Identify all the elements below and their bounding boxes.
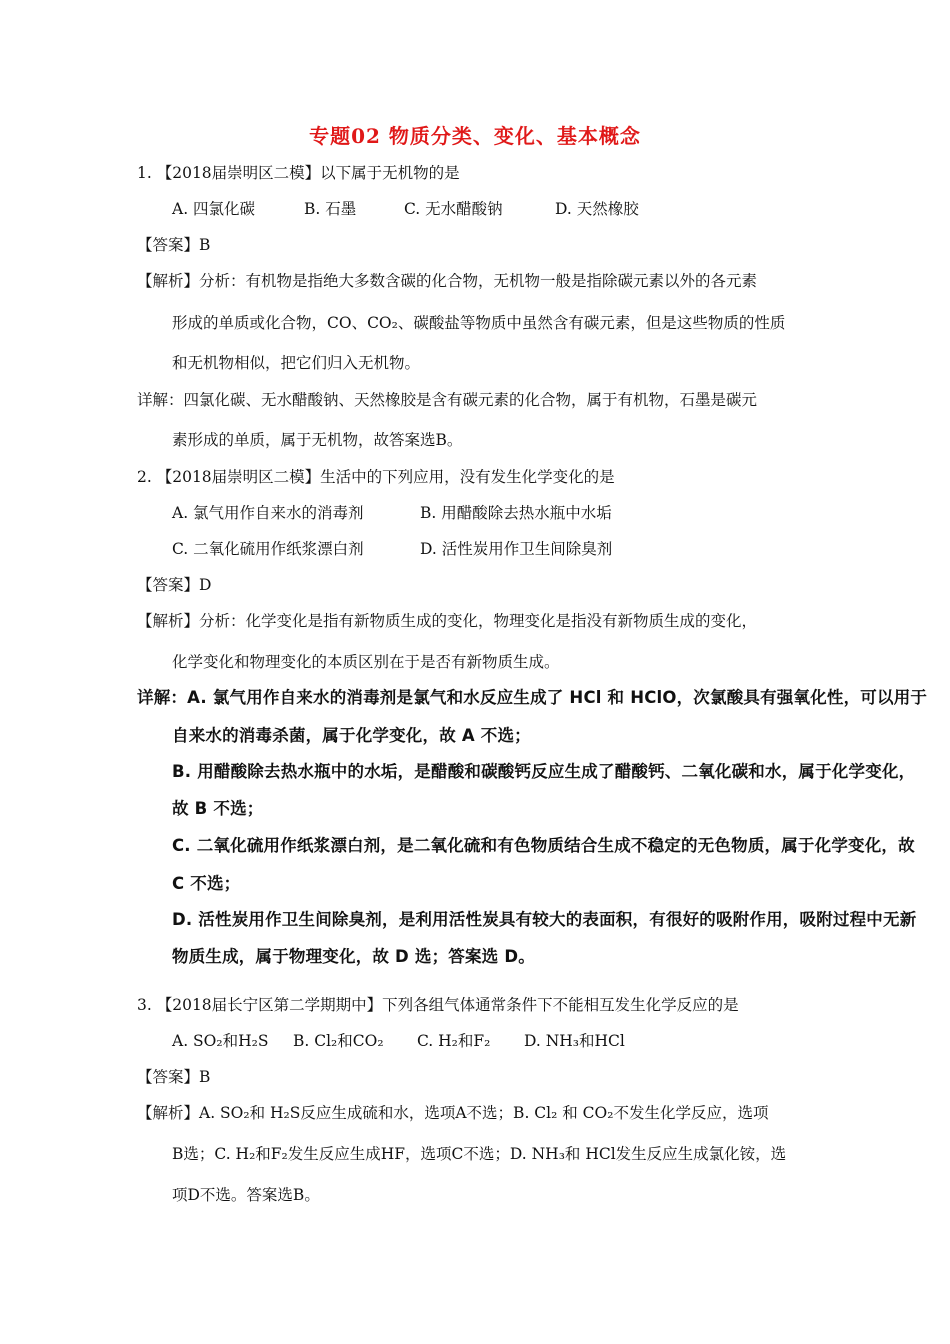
question-1-analysis-line: 和无机物相似，把它们归入无机物。 — [172, 354, 421, 372]
page-title: 专题02 物质分类、变化、基本概念 — [309, 124, 641, 148]
question-2-option-d: D. 活性炭用作卫生间除臭剂 — [420, 540, 613, 558]
question-2-detail-line: C. 二氧化硫用作纸浆漂白剂，是二氧化硫和有色物质结合生成不稳定的无色物质，属于化学变化，故 — [172, 836, 915, 855]
question-1-option-d: D. 天然橡胶 — [555, 200, 639, 218]
question-3-option-b: B. Cl₂和CO₂ — [293, 1032, 384, 1050]
question-1-answer: 【答案】B — [137, 236, 211, 254]
question-3-analysis-line: 项D不选。答案选B。 — [172, 1186, 320, 1204]
question-3-analysis-line: B选；C. H₂和F₂发生反应生成HF，选项C不选；D. NH₃和 HCl发生反应生成氯化铵，选 — [172, 1145, 787, 1163]
question-2-detail-line: D. 活性炭用作卫生间除臭剂，是利用活性炭具有较大的表面积，有很好的吸附作用，吸附过程中无新 — [172, 910, 917, 929]
question-2-option-b: B. 用醋酸除去热水瓶中水垢 — [420, 504, 612, 522]
question-1-option-c: C. 无水醋酸钠 — [404, 200, 503, 218]
question-1-option-a: A. 四氯化碳 — [172, 200, 256, 218]
question-2-analysis-line: 【解析】分析：化学变化是指有新物质生成的变化，物理变化是指没有新物质生成的变化， — [137, 612, 758, 630]
question-2-answer: 【答案】D — [137, 576, 212, 594]
question-3-answer: 【答案】B — [137, 1068, 211, 1086]
question-1-detail-line: 素形成的单质，属于无机物，故答案选B。 — [172, 431, 463, 449]
question-1-option-b: B. 石墨 — [304, 200, 357, 218]
question-2-detail-line: 详解：A. 氯气用作自来水的消毒剂是氯气和水反应生成了 HCl 和 HClO，次氯酸具有强氧化性，可以用于 — [137, 688, 928, 707]
question-3-analysis-line: 【解析】A. SO₂和 H₂S反应生成硫和水，选项A不选；B. Cl₂ 和 CO₂不发生化学反应，选项 — [137, 1104, 769, 1122]
question-2-option-c: C. 二氧化硫用作纸浆漂白剂 — [172, 540, 364, 558]
question-2-option-a: A. 氯气用作自来水的消毒剂 — [172, 504, 364, 522]
question-1-detail-line: 详解：四氯化碳、无水醋酸钠、天然橡胶是含有碳元素的化合物，属于有机物，石墨是碳元 — [137, 391, 758, 409]
question-2-stem: 2. 【2018届崇明区二模】生活中的下列应用，没有发生化学变化的是 — [137, 468, 615, 486]
question-3-stem: 3. 【2018届长宁区第二学期期中】下列各组气体通常条件下不能相互发生化学反应的是 — [137, 996, 739, 1014]
question-3-option-a: A. SO₂和H₂S — [172, 1032, 269, 1050]
question-2-detail-line: 自来水的消毒杀菌，属于化学变化，故 A 不选； — [172, 726, 531, 745]
question-2-analysis-line: 化学变化和物理变化的本质区别在于是否有新物质生成。 — [172, 653, 560, 671]
question-3-option-c: C. H₂和F₂ — [417, 1032, 491, 1050]
question-1-stem: 1. 【2018届崇明区二模】以下属于无机物的是 — [137, 164, 460, 182]
question-2-detail-line: 物质生成，属于物理变化，故 D 选；答案选 D。 — [172, 947, 535, 966]
question-1-analysis-line: 【解析】分析：有机物是指绝大多数含碳的化合物，无机物一般是指除碳元素以外的各元素 — [137, 272, 758, 290]
question-2-detail-line: 故 B 不选； — [172, 799, 264, 818]
question-1-analysis-line: 形成的单质或化合物，CO、CO₂、碳酸盐等物质中虽然含有碳元素，但是这些物质的性质 — [172, 314, 786, 332]
question-2-detail-line: B. 用醋酸除去热水瓶中的水垢，是醋酸和碳酸钙反应生成了醋酸钙、二氧化碳和水，属于化学变化， — [172, 762, 916, 781]
question-2-detail-line: C 不选； — [172, 874, 241, 893]
question-3-option-d: D. NH₃和HCl — [524, 1032, 625, 1050]
